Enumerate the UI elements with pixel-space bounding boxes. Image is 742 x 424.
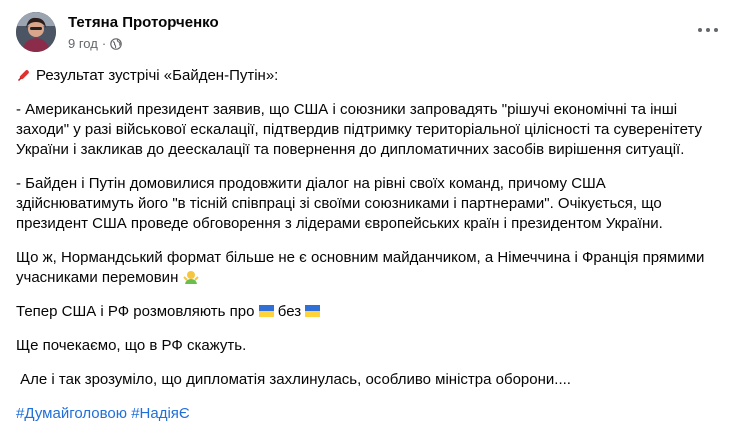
shrug-emoji-icon [183,269,199,285]
spacer [16,356,726,370]
hashtag-link[interactable]: #НадіяЄ [131,405,190,422]
author-avatar[interactable] [16,12,56,52]
post-timestamp[interactable]: 9 год [68,36,98,51]
spacer [16,390,726,404]
spacer [16,86,726,100]
paragraph-4 [16,302,726,322]
spacer [16,234,726,248]
post-meta [68,36,122,51]
author-name-link[interactable]: Тетяна Проторченко [68,14,219,31]
ukraine-flag-icon [259,303,274,315]
headline-text: Результат зустрічі «Байден-Путін»: [36,67,279,84]
paragraph-4-text-b: без [277,303,302,320]
hashtags [16,404,726,424]
paragraph-3 [16,248,726,288]
post-header [16,12,726,56]
post-headline [16,66,726,86]
spacer [16,160,726,174]
avatar-image [16,12,56,52]
pin-icon [16,67,32,83]
paragraph-4-text-a: Тепер США і РФ розмовляють про [16,303,255,320]
more-options-icon[interactable] [690,18,726,42]
paragraph-3-text: Що ж, Нормандський формат більше не є основним майданчиком, а Німеччина і Франція прямими учасниками перемовин [16,249,705,286]
meta-separator: · [101,36,107,51]
paragraph-1: - Американський президент заявив, що США і союзники запровадять "рішучі економічні та інші заходи" у разі військової ескалації, підтвердив підтримку територіальної цілісності та суверенітету України і закликав до деескалації та повернення до дипломатичних засобів вирішення ситуації. [16,101,702,158]
paragraph-5: Ще почекаємо, що в РФ скажуть. [16,337,247,354]
paragraph-6: Але і так зрозуміло, що дипломатія захлинулась, особливо міністра оборони.... [16,371,571,388]
spacer [16,322,726,336]
spacer [16,288,726,302]
post-text [16,58,726,424]
ukraine-flag-icon [305,303,320,315]
paragraph-2: - Байден і Путін домовилися продовжити діалог на рівні своїх команд, причому США здійснюватимуть його "в тісній співпраці зі своїми союзниками і партнерами". Очікується, що президент США проведе обговорення з лідерами європейських країн і президентом України. [16,175,663,232]
globe-icon [110,38,122,50]
hashtag-link[interactable]: #Думайголовою [16,405,128,422]
